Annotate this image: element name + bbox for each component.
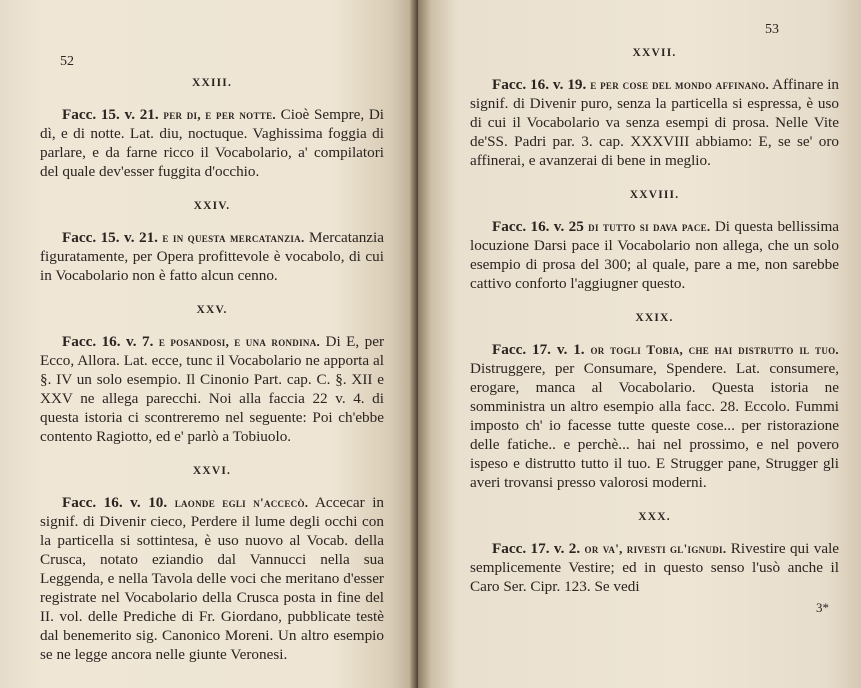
heading: e in questa mercatanzia.: [162, 230, 305, 245]
heading: laonde egli n'accecò.: [174, 495, 309, 510]
reference: Facc. 15. v. 21.: [62, 106, 159, 123]
body-text: Mercatanzia figuratamente, per Opera profittevole è vocabolo, di cui in Vocabolario non è fatto alcun cenno.: [40, 229, 385, 284]
reference: Facc. 15. v. 21.: [62, 229, 158, 246]
section-number: XXX.: [638, 511, 671, 523]
heading: or togli Tobia, che hai distrutto il tuo.: [590, 342, 839, 357]
heading: or va', rivesti gl'ignudi.: [584, 541, 727, 556]
section-paragraph: [470, 539, 839, 596]
section-paragraph: [470, 217, 839, 293]
section-number: XXIX.: [635, 312, 674, 324]
section-number: XXIII.: [191, 77, 233, 89]
section-number: XXVII.: [632, 47, 677, 59]
section-paragraph: [470, 75, 839, 170]
reference: Facc. 16. v. 7.: [62, 333, 154, 350]
signature-mark: 3*: [816, 600, 829, 615]
reference: Facc. 17. v. 2.: [492, 540, 581, 557]
heading: per di, e per notte.: [163, 107, 276, 122]
right-page: [418, 0, 861, 688]
body-text: Distruggere, per Consumare, Spendere. Lat. consumere, erogare, manca al Vocabolario. Questa istoria ne somministra un altro esempio alla facc. 28. Eccolo. Fummi imposto ch' io facesse tutte queste cose... per ristorazione delle fatiche.. e perchè... hai nel prossimo, e nel povero ispeso e distrutto tutto il tuo. E Strugger pane, Strugger gli averi trovansi presso valorosi moderni.: [470, 360, 839, 491]
heading: di tutto si dava pace.: [588, 219, 711, 234]
body-text: Accecar in signif. di Divenir cieco, Perdere il lume degli occhi con la particella si sottintesa, è uso nuovo al Vocab. della Crusca, notato eziandio dal Vannucci nella sua Leggenda, e nella Tavola delle voci che meritano d'esser registrate nel Vocabolario della Crusca posta in fine del II. vol. delle Prediche di Fr. Giordano, pubblicate testè dal benemerito sig. Canonico Moreni. Un altro esempio se ne legge ancora nelle giunte Veronesi.: [40, 494, 385, 663]
body-text: Affinare in signif. di Divenir puro, senza la particella si espressa, è uso di cui il Vocabolario va senza esempi di prosa. Nelle Vite de'SS. Padri par. 3. cap. XXXVIII abbiamo: E, se se' oro affinerai, e avanzerai di bene in meglio.: [470, 76, 840, 169]
page-number: 52: [60, 54, 74, 69]
reference: Facc. 16. v. 19.: [492, 76, 587, 93]
reference: Facc. 16. v. 10.: [62, 494, 168, 511]
section-paragraph: [40, 332, 384, 446]
heading: e per cose del mondo affinano.: [590, 77, 770, 92]
reference: Facc. 16. v. 25: [492, 218, 584, 235]
section-number: XXV.: [196, 304, 228, 316]
page-number: 53: [765, 22, 779, 37]
body-text: Di questa bellissima locuzione Darsi pace il Vocabolario non allega, che un solo esempio di prosa del 300; al quale, pare a me, non sarebbe cattivo conforto l'aggiugner questo.: [470, 218, 840, 292]
section-paragraph: [40, 493, 384, 664]
section-number: XXVI.: [192, 465, 232, 477]
body-text: Di E, per Ecco, Allora. Lat. ecce, tunc il Vocabolario ne apporta al §. IV un solo esempio. Il Cinonio Part. cap. C. §. XII e XXV ne allega parecchi. Noi alla faccia 22 v. 4. di questa istoria ci scontreremo nel seguente: Poi ch'ebbe contento Ragiotto, ed e' parlò a Tobiuolo.: [40, 333, 385, 445]
left-page: [0, 0, 416, 688]
section-paragraph: [40, 105, 384, 181]
heading: e posandosi, e una rondina.: [158, 334, 321, 349]
section-paragraph: [40, 228, 384, 285]
section-number: XXIV.: [193, 200, 231, 212]
section-number: XXVIII.: [629, 189, 680, 201]
body-text: Cioè Sempre, Di dì, e di notte. Lat. diu, noctuque. Vaghissima foggia di parlare, e da farne ricco il Vocabolario, a' compilatori del quale dev'esser fuggita d'occhio.: [40, 106, 385, 180]
body-text: Rivestire qui vale semplicemente Vestire; ed in questo senso l'usò anche il Caro Ser. Cipr. 123. Se vedi: [470, 540, 840, 595]
section-paragraph: [470, 340, 839, 492]
reference: Facc. 17. v. 1.: [492, 341, 585, 358]
